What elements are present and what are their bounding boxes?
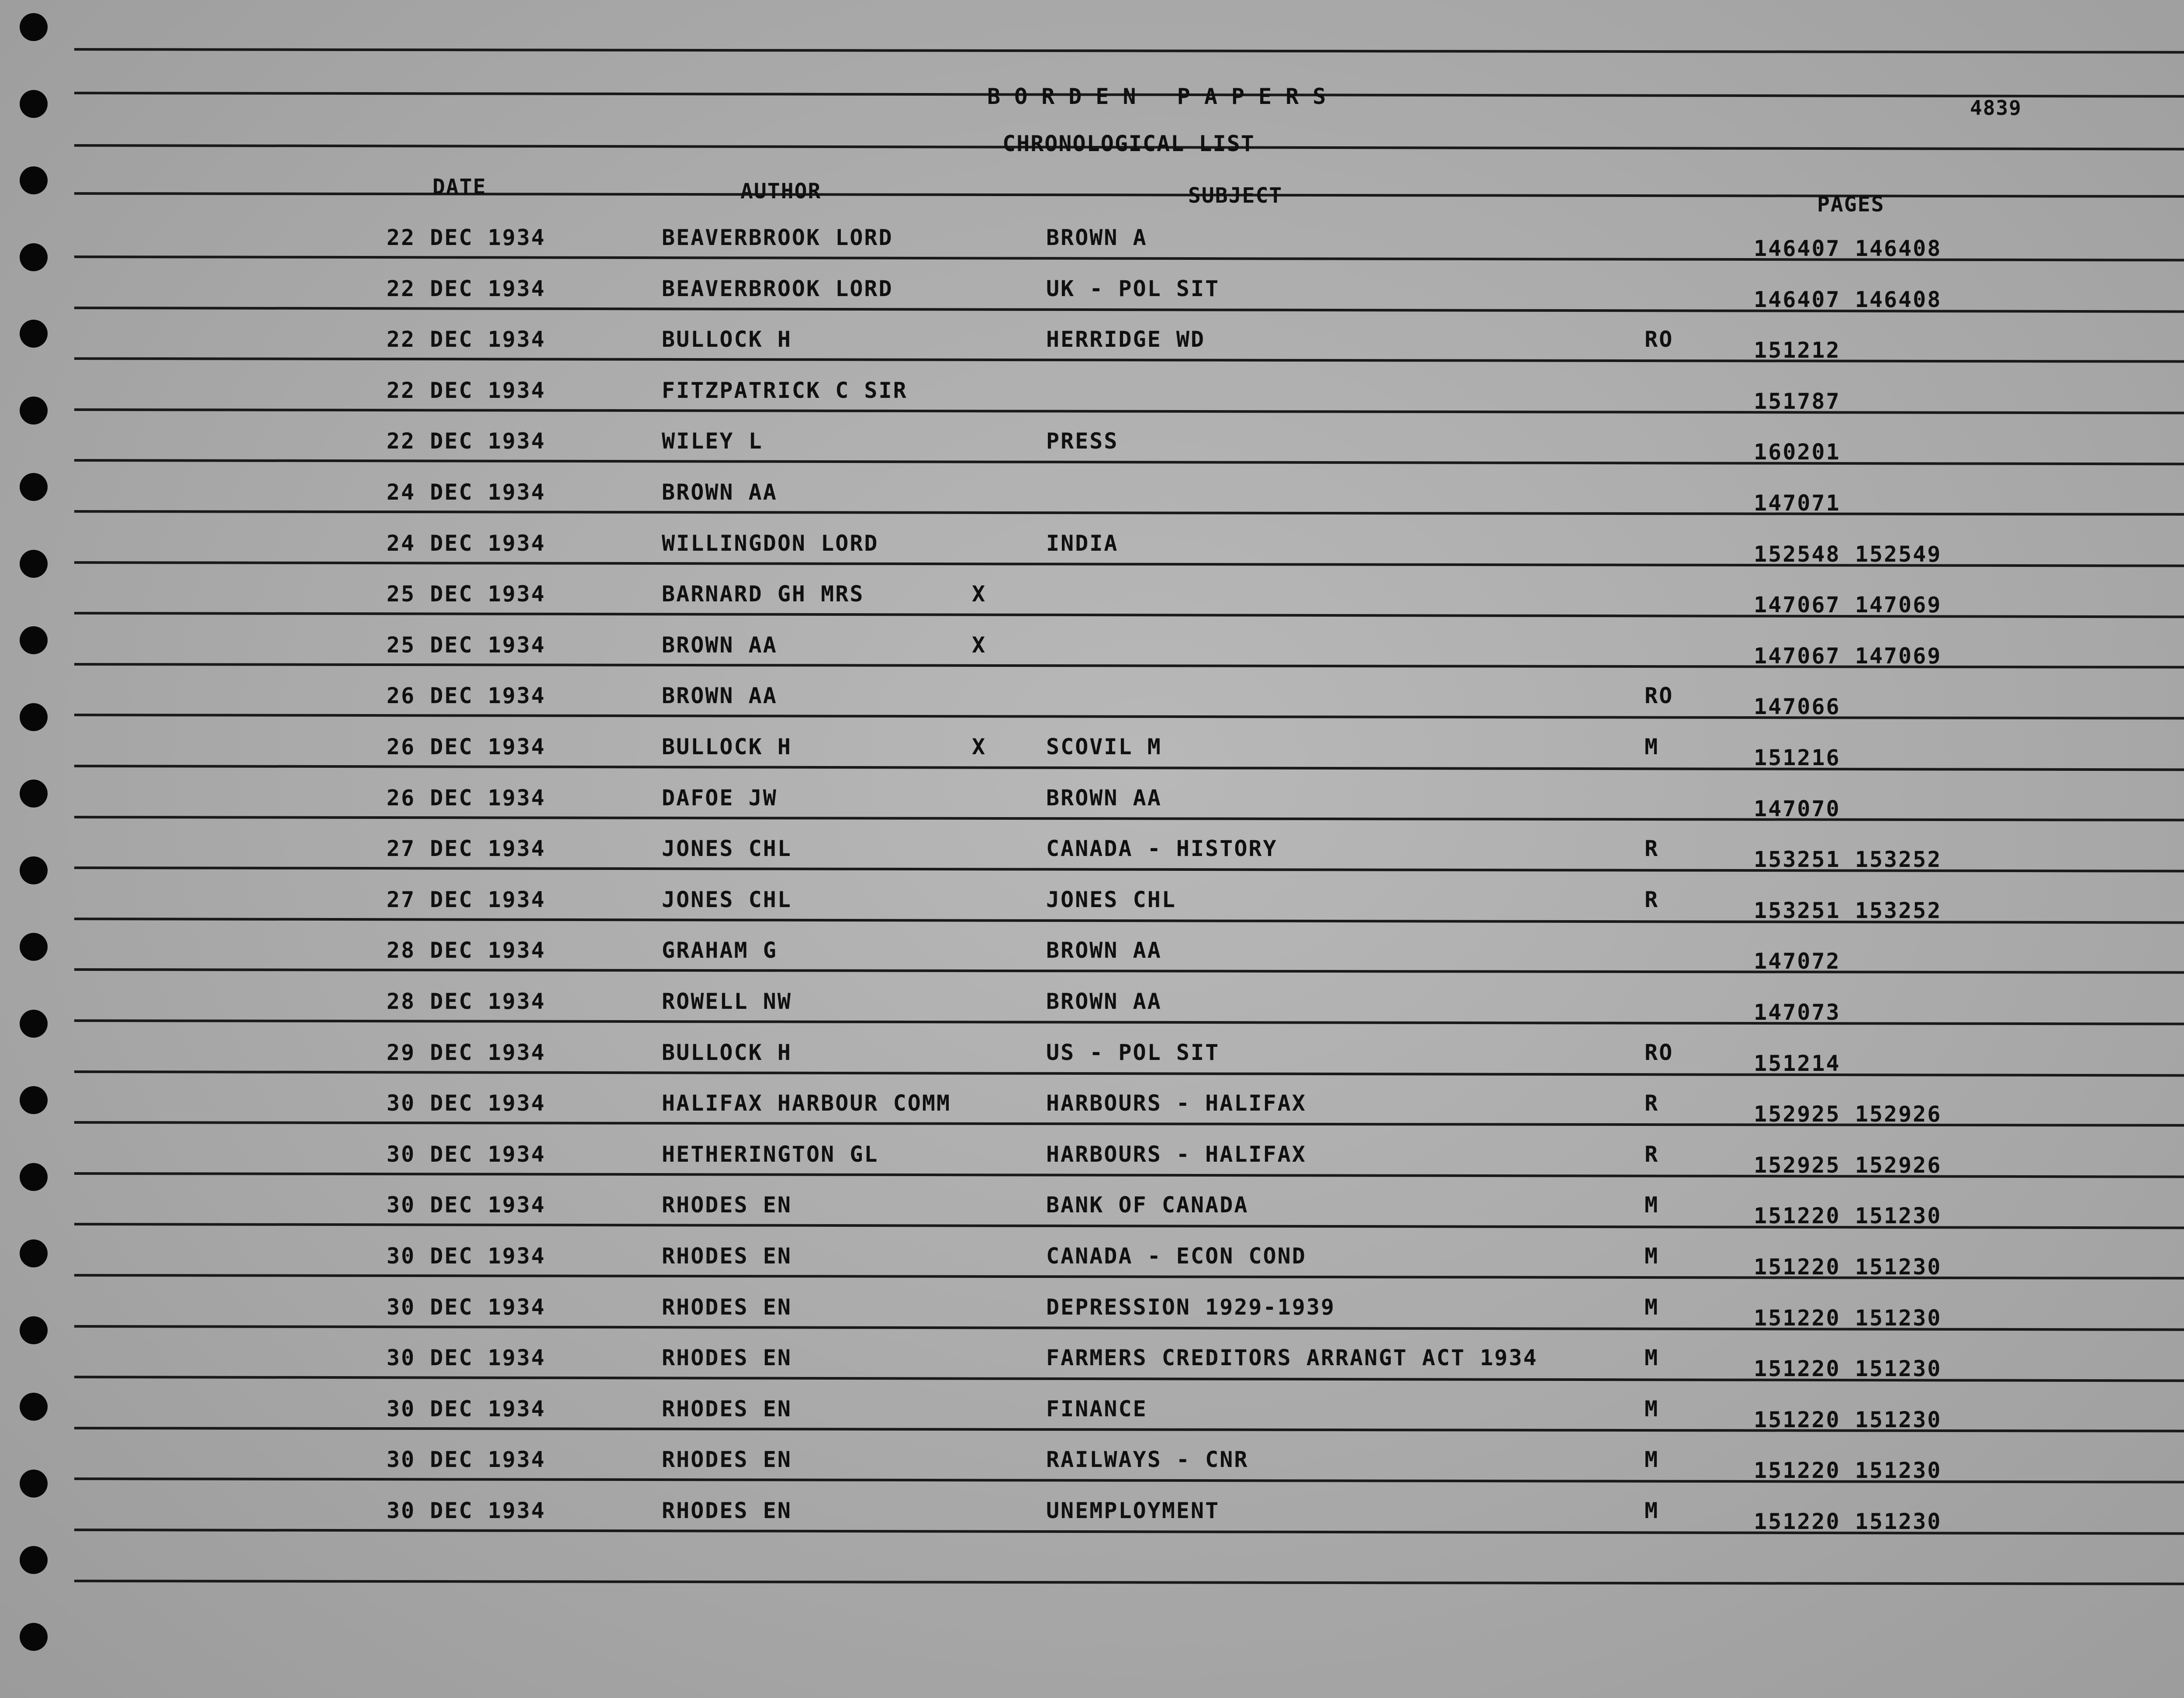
- table-row: [0, 1294, 2184, 1338]
- row-code: M: [1645, 734, 1659, 759]
- column-header-subject: SUBJECT: [1188, 183, 1283, 208]
- row-subject: CANADA - ECON COND: [1046, 1243, 1306, 1269]
- table-row: [0, 581, 2184, 625]
- row-pages: 147067 147069: [1754, 643, 1942, 669]
- table-row: [0, 1396, 2184, 1440]
- row-code: M: [1645, 1243, 1659, 1269]
- table-row: [0, 785, 2184, 829]
- row-date: 30 DEC 1934: [387, 1141, 546, 1167]
- table-row: [0, 1447, 2184, 1491]
- row-code: M: [1645, 1294, 1659, 1320]
- row-subject: HARBOURS - HALIFAX: [1046, 1091, 1306, 1116]
- table-row: [0, 480, 2184, 523]
- row-pages: 152925 152926: [1754, 1152, 1942, 1178]
- row-date: 24 DEC 1934: [387, 480, 546, 505]
- row-subject: PRESS: [1046, 428, 1119, 454]
- row-subject: BROWN AA: [1046, 938, 1162, 963]
- row-date: 26 DEC 1934: [387, 734, 546, 759]
- row-author: BULLOCK H: [662, 734, 792, 759]
- row-date: 22 DEC 1934: [387, 225, 546, 250]
- row-subject: BROWN A: [1046, 225, 1147, 250]
- row-date: 30 DEC 1934: [387, 1192, 546, 1218]
- row-date: 27 DEC 1934: [387, 836, 546, 862]
- table-row: [0, 531, 2184, 574]
- row-pages: 146407 146408: [1754, 286, 1942, 312]
- row-date: 24 DEC 1934: [387, 530, 546, 556]
- row-pages: 152925 152926: [1754, 1101, 1942, 1127]
- row-code: R: [1645, 887, 1659, 912]
- row-pages: 147067 147069: [1754, 592, 1942, 618]
- row-code: M: [1645, 1447, 1659, 1473]
- row-author: JONES CHL: [662, 887, 792, 912]
- row-code: RO: [1645, 683, 1674, 709]
- row-pages: 151214: [1754, 1050, 1841, 1076]
- row-author: BULLOCK H: [662, 1039, 792, 1065]
- row-code: R: [1645, 836, 1659, 862]
- row-subject: SCOVIL M: [1046, 734, 1162, 759]
- row-subject: BROWN AA: [1046, 785, 1162, 811]
- row-date: 22 DEC 1934: [387, 377, 546, 403]
- row-subject: US - POL SIT: [1046, 1039, 1220, 1065]
- row-flag: X: [972, 581, 987, 607]
- document-title: BORDEN PAPERS: [987, 84, 1340, 109]
- row-subject: HARBOURS - HALIFAX: [1046, 1141, 1306, 1167]
- row-author: ROWELL NW: [662, 989, 792, 1014]
- row-subject: BANK OF CANADA: [1046, 1192, 1249, 1218]
- row-subject: FINANCE: [1046, 1396, 1147, 1422]
- row-code: M: [1645, 1192, 1659, 1218]
- row-author: RHODES EN: [662, 1498, 792, 1523]
- row-author: RHODES EN: [662, 1294, 792, 1320]
- row-pages: 151787: [1754, 388, 1841, 414]
- row-subject: BROWN AA: [1046, 989, 1162, 1014]
- row-subject: INDIA: [1046, 530, 1119, 556]
- row-flag: X: [972, 734, 987, 759]
- table-row: [0, 1091, 2184, 1134]
- row-date: 30 DEC 1934: [387, 1294, 546, 1320]
- row-code: M: [1645, 1396, 1659, 1422]
- column-header-date: DATE: [432, 175, 487, 199]
- page-number: 4839: [1970, 96, 2022, 120]
- row-code: M: [1645, 1498, 1659, 1523]
- row-subject: FARMERS CREDITORS ARRANGT ACT 1934: [1046, 1345, 1538, 1371]
- document-subtitle: CHRONOLOGICAL LIST: [1002, 131, 1255, 156]
- row-author: RHODES EN: [662, 1345, 792, 1371]
- table-row: [0, 683, 2184, 727]
- row-author: BEAVERBROOK LORD: [662, 276, 893, 301]
- row-date: 22 DEC 1934: [387, 276, 546, 301]
- feed-hole: [20, 1623, 48, 1651]
- row-code: RO: [1645, 1039, 1674, 1065]
- feed-hole: [20, 166, 48, 194]
- row-author: BROWN AA: [662, 683, 778, 709]
- table-row: [0, 225, 2184, 269]
- table-row: [0, 938, 2184, 981]
- row-pages: 147066: [1754, 694, 1841, 720]
- table-row: [0, 1243, 2184, 1287]
- column-header-author: AUTHOR: [740, 179, 822, 204]
- table-row: [0, 378, 2184, 421]
- row-author: BULLOCK H: [662, 327, 792, 352]
- row-date: 30 DEC 1934: [387, 1498, 546, 1523]
- row-author: BROWN AA: [662, 632, 778, 658]
- row-date: 30 DEC 1934: [387, 1345, 546, 1371]
- row-code: R: [1645, 1091, 1659, 1116]
- row-date: 22 DEC 1934: [387, 428, 546, 454]
- table-row: [0, 632, 2184, 676]
- row-date: 30 DEC 1934: [387, 1447, 546, 1473]
- table-row: [0, 327, 2184, 370]
- row-pages: 147070: [1754, 796, 1841, 821]
- row-pages: 160201: [1754, 439, 1841, 465]
- row-pages: 151220 151230: [1754, 1509, 1942, 1534]
- row-date: 25 DEC 1934: [387, 632, 546, 658]
- row-date: 28 DEC 1934: [387, 938, 546, 963]
- ruled-line: [74, 48, 2184, 54]
- row-date: 25 DEC 1934: [387, 581, 546, 607]
- row-pages: 151212: [1754, 338, 1841, 363]
- row-subject: DEPRESSION 1929-1939: [1046, 1294, 1336, 1320]
- row-pages: 147073: [1754, 1000, 1841, 1025]
- row-code: R: [1645, 1141, 1659, 1167]
- row-date: 30 DEC 1934: [387, 1396, 546, 1422]
- row-pages: 153251 153252: [1754, 897, 1942, 923]
- row-pages: 151220 151230: [1754, 1305, 1942, 1331]
- table-row: [0, 276, 2184, 320]
- row-date: 29 DEC 1934: [387, 1039, 546, 1065]
- row-date: 28 DEC 1934: [387, 989, 546, 1014]
- ruled-line: [74, 1580, 2184, 1585]
- row-pages: 151220 151230: [1754, 1458, 1942, 1484]
- table-row: [0, 734, 2184, 778]
- row-date: 27 DEC 1934: [387, 887, 546, 912]
- column-header-pages: PAGES: [1817, 192, 1885, 217]
- table-row: [0, 1498, 2184, 1542]
- row-author: RHODES EN: [662, 1396, 792, 1422]
- row-author: RHODES EN: [662, 1192, 792, 1218]
- row-flag: X: [972, 632, 987, 658]
- row-code: M: [1645, 1345, 1659, 1371]
- row-author: GRAHAM G: [662, 938, 778, 963]
- row-pages: 147072: [1754, 949, 1841, 974]
- row-date: 30 DEC 1934: [387, 1243, 546, 1269]
- row-author: WILLINGDON LORD: [662, 530, 879, 556]
- row-pages: 152548 152549: [1754, 541, 1942, 567]
- table-row: [0, 1345, 2184, 1389]
- row-pages: 146407 146408: [1754, 236, 1942, 261]
- row-author: WILEY L: [662, 428, 763, 454]
- row-author: HALIFAX HARBOUR COMM: [662, 1091, 951, 1116]
- row-pages: 151220 151230: [1754, 1203, 1942, 1229]
- feed-hole: [20, 13, 48, 41]
- row-pages: 151220 151230: [1754, 1407, 1942, 1432]
- table-row: [0, 887, 2184, 931]
- row-date: 26 DEC 1934: [387, 683, 546, 709]
- row-date: 30 DEC 1934: [387, 1091, 546, 1116]
- row-pages: 151220 151230: [1754, 1356, 1942, 1382]
- row-author: FITZPATRICK C SIR: [662, 377, 908, 403]
- row-author: HETHERINGTON GL: [662, 1141, 879, 1167]
- row-author: RHODES EN: [662, 1243, 792, 1269]
- table-row: [0, 1040, 2184, 1084]
- row-pages: 153251 153252: [1754, 847, 1942, 873]
- row-pages: 151216: [1754, 745, 1841, 770]
- row-subject: UNEMPLOYMENT: [1046, 1498, 1220, 1523]
- row-author: JONES CHL: [662, 836, 792, 862]
- row-subject: JONES CHL: [1046, 887, 1176, 912]
- row-pages: 151220 151230: [1754, 1254, 1942, 1280]
- row-author: BROWN AA: [662, 480, 778, 505]
- table-row: [0, 1192, 2184, 1236]
- row-author: DAFOE JW: [662, 785, 778, 811]
- row-date: 22 DEC 1934: [387, 327, 546, 352]
- feed-hole: [20, 1546, 48, 1574]
- row-code: RO: [1645, 327, 1674, 352]
- table-row: [0, 1142, 2184, 1185]
- row-subject: CANADA - HISTORY: [1046, 836, 1278, 862]
- row-author: BEAVERBROOK LORD: [662, 225, 893, 250]
- feed-hole: [20, 90, 48, 118]
- row-subject: HERRIDGE WD: [1046, 327, 1206, 352]
- row-subject: UK - POL SIT: [1046, 276, 1220, 301]
- table-row: [0, 989, 2184, 1032]
- row-pages: 147071: [1754, 490, 1841, 516]
- row-author: RHODES EN: [662, 1447, 792, 1473]
- row-date: 26 DEC 1934: [387, 785, 546, 811]
- table-row: [0, 836, 2184, 880]
- table-row: [0, 428, 2184, 472]
- row-subject: RAILWAYS - CNR: [1046, 1447, 1249, 1473]
- row-author: BARNARD GH MRS: [662, 581, 864, 607]
